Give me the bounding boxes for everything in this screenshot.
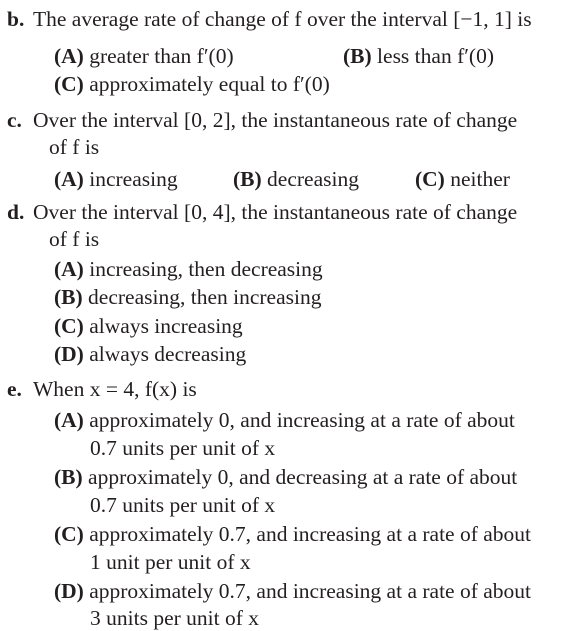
question-c-stem-line-1: Over the interval [0, 2], the instantaneous rate of change: [33, 108, 518, 132]
option-text: approximately 0, and decreasing at a rate of about: [88, 465, 518, 489]
option-mark: (D): [54, 579, 84, 603]
question-b-stem-line-1: The average rate of change of f over the interval [−1, 1] is: [33, 7, 532, 31]
option-text: increasing: [89, 167, 178, 191]
option-text: approximately 0.7, and increasing at a rate of about: [89, 522, 532, 546]
option-text: approximately 0.7, and increasing at a rate of about: [89, 579, 532, 603]
question-d-stem-line-1: Over the interval [0, 4], the instantaneous rate of change: [33, 200, 518, 224]
question-d-letter: d.: [7, 200, 25, 224]
option-mark: (A): [54, 257, 84, 281]
option-text: approximately equal to f′(0): [89, 72, 330, 96]
question-b-letter: b.: [7, 7, 25, 31]
option-mark: (C): [54, 72, 84, 96]
option-mark: (B): [54, 285, 83, 309]
option-mark: (A): [54, 167, 84, 191]
option-mark: (C): [415, 167, 445, 191]
option-mark: (C): [54, 314, 84, 338]
option-text: increasing, then decreasing: [89, 257, 323, 281]
option-mark: (B): [54, 465, 83, 489]
question-e-stem-line-1: When x = 4, f(x) is: [33, 377, 197, 401]
option-text: always increasing: [89, 314, 243, 338]
option-text: always decreasing: [89, 342, 247, 366]
option-mark: (D): [54, 342, 84, 366]
question-c-letter: c.: [7, 108, 22, 132]
question-e-letter: e.: [7, 377, 22, 401]
option-mark: (A): [54, 408, 84, 432]
option-text: decreasing, then increasing: [88, 285, 322, 309]
option-text: greater than f′(0): [89, 44, 234, 68]
option-text: less than f′(0): [377, 44, 494, 68]
option-mark: (B): [343, 44, 372, 68]
option-mark: (A): [54, 44, 84, 68]
option-mark: (C): [54, 522, 84, 546]
option-mark: (B): [233, 167, 262, 191]
option-text: approximately 0, and increasing at a rate of about: [89, 408, 515, 432]
option-text: decreasing: [267, 167, 359, 191]
option-text: neither: [450, 167, 510, 191]
